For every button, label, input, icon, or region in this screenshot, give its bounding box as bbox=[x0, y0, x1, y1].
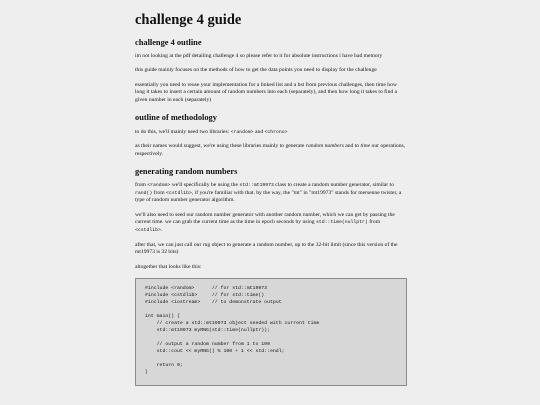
text-run: from bbox=[367, 219, 381, 226]
methodology-paragraph-1 bbox=[135, 129, 407, 137]
text-run: our operations, respectively. bbox=[135, 143, 406, 157]
text-run: as their names would suggest, we're using these libraries mainly to generate bbox=[135, 143, 306, 150]
text-run: from bbox=[135, 182, 148, 189]
inline-code: std::mt19973 bbox=[239, 183, 274, 189]
text-run: and bbox=[253, 128, 265, 135]
inline-code-chrono: <chrono> bbox=[264, 129, 288, 135]
inline-code: <cstdlib> bbox=[165, 190, 192, 196]
inline-code-random: <random> bbox=[230, 129, 254, 135]
methodology-paragraph-2 bbox=[135, 143, 407, 158]
outline-paragraph-3: essentially you need to reuse your implementation for a linked list and a bst from previous challenges, then time how long it takes to insert a certain amount of random numbers into each (separately), and then how long it takes to find a given number in each (separately) bbox=[135, 81, 398, 103]
random-paragraph-2 bbox=[135, 212, 407, 235]
text-run: . bbox=[160, 227, 163, 234]
text-run: and to bbox=[343, 143, 361, 150]
text-run: we'll specifically be using the bbox=[170, 182, 240, 189]
section-heading-methodology: outline of methodology bbox=[135, 113, 217, 123]
emphasis-random-numbers: random numbers bbox=[305, 143, 344, 150]
page-title: challenge 4 guide bbox=[135, 12, 242, 28]
emphasis-time: time bbox=[360, 143, 371, 150]
article bbox=[135, 0, 407, 386]
text-run: from bbox=[152, 189, 166, 196]
random-paragraph-3: after that, we can just call our rng object to generate a random number, up to the 32-bit limit (since this version of the mt19973 is 32 bits) bbox=[135, 241, 398, 256]
random-paragraph-4: altogether that looks like this: bbox=[135, 263, 202, 270]
outline-paragraph-2: this guide mainly focuses on the methods of how to get the data points you need to display for the challenge bbox=[135, 67, 377, 74]
text-run: class to create a random number generator, similar to bbox=[273, 182, 394, 189]
section-heading-random: generating random numbers bbox=[135, 167, 238, 177]
inline-code: std::time(nullptr) bbox=[315, 220, 368, 226]
inline-code: <cstdlib> bbox=[135, 228, 161, 234]
section-heading-outline: challenge 4 outline bbox=[135, 37, 202, 47]
text-run: to do this, we'll mainly need two libraries: bbox=[135, 128, 231, 135]
random-paragraph-1 bbox=[135, 182, 407, 205]
code-block bbox=[135, 278, 407, 386]
inline-code: rand() bbox=[135, 190, 153, 196]
code-listing: #include <random> // for std::mt19973 #include <cstdlib> // for std::time() #include <iostream> // to demonstrate output int main() { // create a std::mt19973 object seeded with current time std::mt19973 myRNG(std::time(nullptr)); // output a random number from 1 to 100 std::cout << myRNG() % 100 + 1 << std::endl; return 0; } bbox=[145, 286, 320, 375]
text-run: we'll also need to seed our random number generator with another random number, which we can get by passing the current time. we can grab the current time as the time in epoch seconds by using bbox=[135, 211, 395, 226]
inline-code: <random> bbox=[147, 183, 171, 189]
text-run: , if you're familiar with that. by the way, the "mt" in "mt19973" stands for mersenne twister, a type of random number generator algorithm. bbox=[135, 189, 402, 204]
outline-paragraph-1: im not looking at the pdf detailing challenge 4 so please refer to it for absolute instructions i have bad memory bbox=[135, 52, 383, 59]
